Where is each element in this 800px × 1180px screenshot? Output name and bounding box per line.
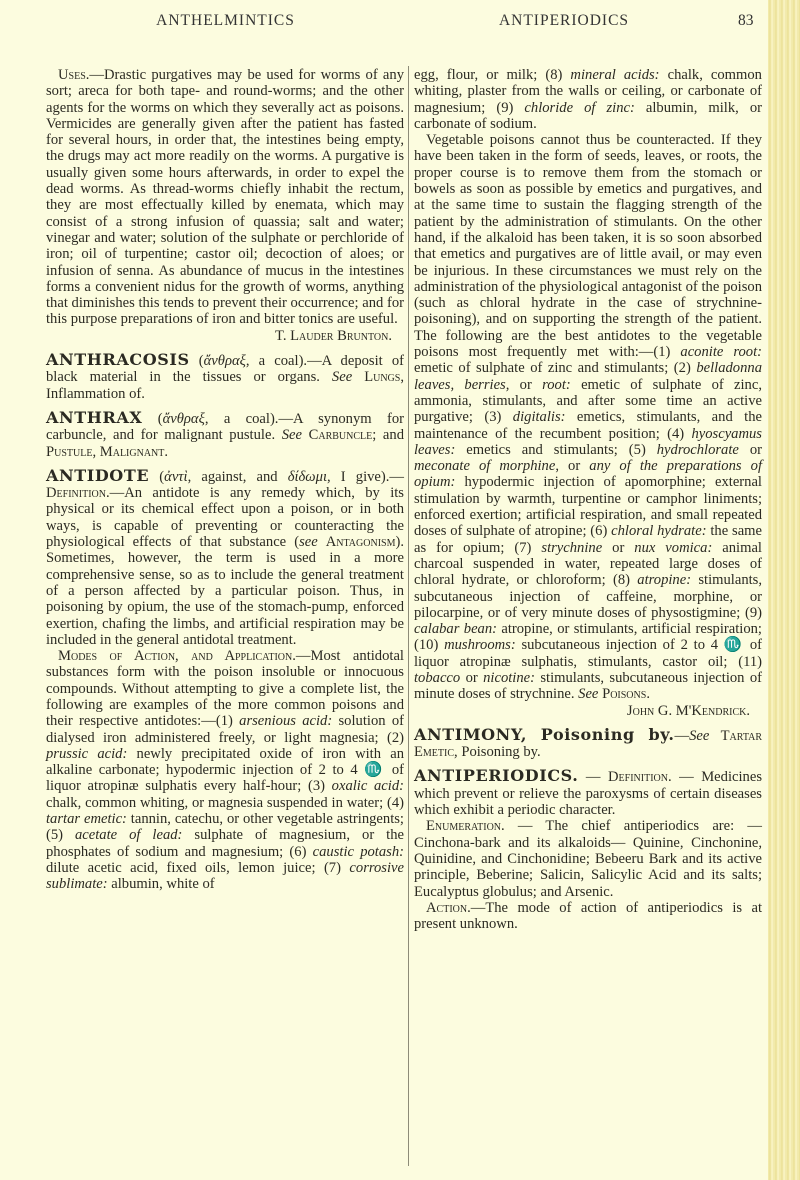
text-run: tannin, catechu, or other vegetable astringents; (5) (46, 811, 404, 844)
italic-text: meconate of morphine (414, 458, 556, 475)
italic-text: See (281, 427, 302, 444)
text-run: — Medicines which prevent or relieve the paroxysms of certain diseases which exhibit a periodic character. (414, 769, 763, 819)
text-run: stimulants, subcutaneous injection of caffeine, morphine, or pilocarpine, or of very minute doses of physostigmine; (9) (414, 572, 763, 621)
author-signature (46, 328, 404, 344)
text-run: , Poisoning by. (454, 744, 541, 761)
small-caps-text: Definition. (608, 769, 672, 786)
text-run: , against, and (187, 468, 288, 485)
italic-text: ἀντὶ (164, 468, 188, 485)
italic-text: mushrooms: (444, 637, 516, 654)
dictionary-entry (46, 352, 404, 402)
headword: ANTIMONY, Poisoning by. (414, 724, 675, 744)
text-run: — The chief antiperiodics are: — Cinchona-bark and its alkaloids— Quinine, Cinchonine, Quinidine, and Cinchonidine; Bebeeru Bark and its active principle, Beberine; Salicin, Salicylic Acid and its salts; Eucalyptus globulus; and Arsenic. (414, 818, 762, 900)
small-caps-text: Tartar Emetic (414, 727, 763, 761)
text-run: , or (555, 458, 590, 475)
italic-text: any of the preparations of opium: (414, 458, 762, 491)
text-run: ( (142, 410, 163, 427)
small-caps-text: John G. M'Kendrick. (626, 702, 750, 719)
text-run: emetics, stimulants, and the maintenance of the recumbent position; (4) (414, 409, 762, 442)
text-run: chalk, common whiting, plaster from the walls or ceiling, or carbonate of magnesium; (9) (414, 67, 762, 116)
italic-text: belladonna leaves, berries, (414, 360, 762, 393)
italic-text: See (689, 727, 710, 744)
text-run: chalk, common whiting, or magnesia suspended in water; (4) (46, 794, 404, 811)
italic-text: tobacco (414, 669, 461, 686)
italic-text: ἄνθραξ (162, 410, 205, 427)
small-caps-text: Modes of Action, and Application. (58, 648, 296, 665)
italic-text: hydrochlorate (656, 441, 739, 458)
italic-text: See (331, 369, 353, 386)
book-page-edges (768, 0, 800, 1180)
small-caps-text: Antagonism (325, 534, 396, 551)
text-run: , Inflammation of. (46, 369, 404, 402)
small-caps-text: Uses. (58, 67, 90, 83)
text-run: or (602, 539, 635, 556)
text-run: or (460, 669, 484, 686)
small-caps-text: Pustule, Malignant. (46, 443, 169, 460)
text-run: — (674, 727, 690, 744)
italic-text: chloral hydrate: (611, 523, 707, 540)
text-run: animal charcoal suspended in water, repeated large doses of chloral hydrate, or chloroform; (8) (414, 539, 762, 589)
paragraph (414, 67, 762, 132)
italic-text: see (299, 534, 318, 551)
author-signature (414, 703, 762, 719)
small-caps-text: Enumeration. (426, 818, 505, 835)
italic-text: atropine: (637, 572, 692, 589)
italic-text: acetate of lead: (75, 827, 183, 844)
paragraph (414, 900, 762, 933)
italic-text: calabar bean: (414, 621, 497, 638)
dictionary-entry (46, 465, 404, 648)
paragraph (414, 132, 762, 702)
italic-text: δίδωμι (287, 468, 327, 485)
paragraph (46, 67, 404, 328)
text-run: ( (189, 353, 204, 370)
text-run: dilute acetic acid, fixed oils, lemon juice; (7) (46, 859, 350, 876)
italic-text: prussic acid: (46, 745, 128, 762)
text-run: albumin, milk, or carbonate of sodium. (414, 99, 762, 132)
text-run: —The mode of action of antiperiodics is at present unknown. (414, 899, 762, 933)
text-run: —Drastic purgatives may be used for worms of any sort; areca for both tape- and round-worms; and the other agents for the worms on which they severally act as poisons. Vermicides are generally given after the patient has fasted for several hours, in order that, the intestines being empty, the drugs may act more readily on the worms. A purgative is usually given some hours afterwards, in order to expel the dead worms. As thread-worms chiefly inhabit the rectum, they are most effectually killed by enemata, which may consist of a strong infusion of quassia; salt and water; vinegar and water; solution of the sulphate or perchloride of iron; oil of turpentine; castor oil; decoction of aloes; or infusion of senna. As abundance of mucus in the intestines forms a convenient nidus for the growth of worms, anything that diminishes this tends to prevent their occurrence; and for this purpose preparations of iron and bitter tonics are useful. (46, 67, 404, 328)
small-caps-text: T. Lauder Brunton. (274, 327, 392, 344)
small-caps-text: Lungs (364, 369, 401, 386)
text-run: ; and (372, 427, 404, 444)
left-column (46, 67, 404, 893)
text-run: the same as for opium; (7) (414, 523, 763, 556)
text-run: hypodermic injection of apomorphine; external stimulation by warmth, turpentine or camphor liniments; enforced exertion; artificial respiration, and small repeated doses of sulphate of atropine; (6) (414, 474, 762, 540)
italic-text: strychnine (541, 539, 603, 556)
right-column (414, 67, 762, 932)
text-run: — (578, 769, 609, 786)
running-head-left: ANTHELMINTICS (156, 12, 295, 29)
text-run: emetic of sulphate of zinc and stimulants; (2) (414, 360, 697, 377)
italic-text: arsenious acid: (239, 713, 333, 730)
small-caps-text: Poisons. (602, 686, 650, 703)
italic-text: mineral acids: (570, 67, 660, 83)
headword: ANTIPERIODICS. (414, 766, 579, 786)
dictionary-entry (414, 768, 762, 818)
text-run: newly precipitated oxide of iron with an alkaline carbonate; hypodermic injection of 2 to 4 ♏ of liquor atropinæ sulphatis every half-hour; (3) (46, 745, 404, 795)
italic-text: chloride of zinc: (524, 99, 635, 116)
small-caps-text: Action. (426, 899, 471, 916)
text-run: albumin, white of (107, 876, 215, 893)
italic-text: nux vomica: (634, 539, 713, 556)
text-run: ). Sometimes, however, the term is used in a more comprehensive sense, so as to include the general treatment of a person affected by a particular poison. Thus, in poisoning by opium, the use of the stomach-pump, enforced exertion, chafing the limbs, and artificial respiration may be included in the general antidotal treatment. (46, 534, 404, 648)
italic-text: aconite root: (680, 344, 762, 361)
text-run: egg, flour, or milk; (8) (414, 67, 571, 83)
text-run: , I give).— (327, 468, 404, 485)
text-run: or (738, 441, 762, 458)
headword: ANTIDOTE (46, 465, 150, 485)
dictionary-entry (46, 407, 404, 460)
text-run (318, 534, 326, 550)
text-run: atropine, or stimulants, artificial respiration; (10) (414, 621, 762, 654)
dictionary-entry (414, 724, 763, 761)
text-run: solution of dialysed iron administered freely, or light magnesia; (2) (46, 713, 404, 746)
text-run (709, 728, 720, 744)
italic-text: tartar emetic: (46, 811, 127, 828)
italic-text: See (578, 686, 599, 703)
text-run: , a coal).—A deposit of black material in the tissues or organs. (46, 353, 404, 386)
text-run: stimulants, subcutaneous injection of minute doses of strychnine. (414, 669, 762, 703)
text-run: Vegetable poisons cannot thus be counteracted. If they have been taken in the form of seeds, leaves, or roots, the proper course is to remove them from the stomach or bowels as soon as possible by emetics and purgatives, and at the same time to sustain the flagging strength of the patient by the administration of stimulants. On the other hand, if the alkaloid has been taken, it is so soon absorbed that emetics and purgatives are of little avail, or may even be injurious. In these circumstances we must rely on the administration of the physiological antagonist of the poison (such as chloral hydrate in the case of strychnine-poisoning), and on supporting the strength of the patient. The following are the best antidotes to the vegetable poisons most frequently met with:—(1) (414, 132, 762, 361)
small-caps-text: Definition. (46, 485, 110, 502)
small-caps-text: Carbuncle (308, 427, 373, 444)
italic-text: nicotine: (483, 669, 535, 686)
italic-text: oxalic acid: (331, 778, 404, 795)
italic-text: corrosive sublimate: (46, 859, 404, 893)
headword: ANTHRACOSIS (46, 350, 190, 370)
text-run: subcutaneous injection of 2 to 4 ♏ of liquor atropinæ sulphatis, stimulants, castor oil; (11) (414, 637, 762, 670)
paragraph (46, 648, 404, 892)
italic-text: hyoscyamus leaves: (414, 425, 762, 458)
text-run: sulphate of magnesium, or the phosphates of sodium and magnesium; (6) (46, 827, 404, 860)
text-run: , a coal).—A synonym for carbuncle, and for malignant pustule. (46, 410, 404, 444)
text-run (302, 427, 309, 443)
text-run: emetics and stimulants; (5) (455, 441, 657, 458)
text-run: —Most antidotal substances form with the poison insoluble or innocuous compounds. Without attempting to give a complete list, the following are examples of the more common poisons and their respective antidotes:—(1) (46, 648, 404, 730)
italic-text: root: (542, 376, 571, 393)
running-head-right: ANTIPERIODICS (498, 12, 630, 29)
paragraph (414, 818, 762, 899)
text-run: ( (149, 468, 165, 485)
italic-text: ἄνθραξ (203, 353, 246, 370)
column-divider (408, 66, 409, 1166)
headword: ANTHRAX (46, 407, 143, 427)
text-run: or (509, 376, 543, 393)
page-number: 83 (738, 12, 754, 29)
italic-text: caustic potash: (312, 843, 404, 860)
text-run: —An antidote is any remedy which, by its physical or its chemical effect upon a poison, or in both ways, is capable of preventing or counteracting the physiological effects of that substance ( (46, 485, 404, 551)
text-run: emetic of sulphate of zinc, ammonia, stimulants, and after some time an active purgative; (3) (414, 376, 762, 426)
text-run (352, 369, 364, 385)
italic-text: digitalis: (512, 409, 566, 426)
